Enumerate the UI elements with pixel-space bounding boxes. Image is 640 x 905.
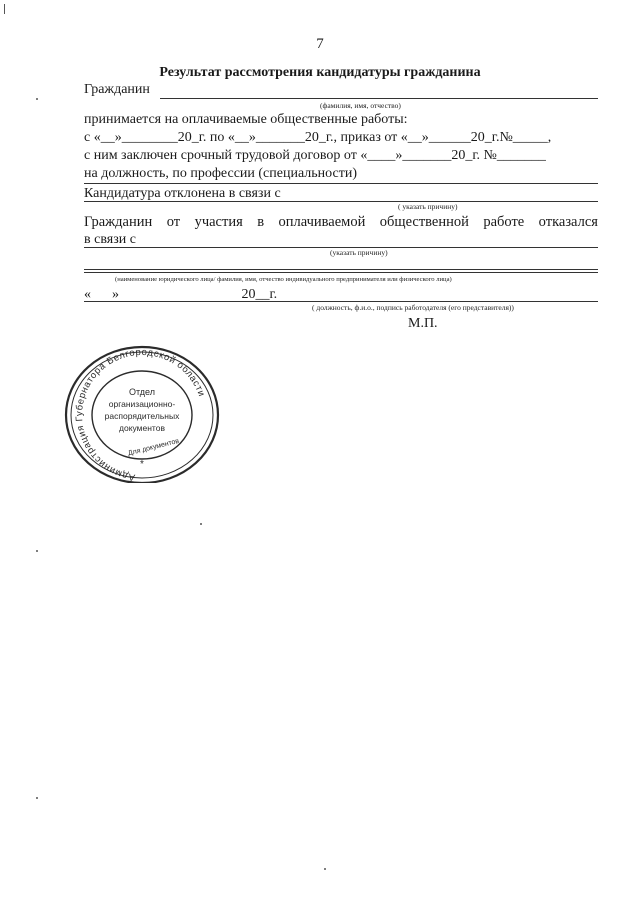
reason-caption-2: (указать причину) xyxy=(330,248,388,257)
rejected-line: Кандидатура отклонена в связи с xyxy=(84,186,281,201)
reason-caption-1: ( указать причину) xyxy=(398,202,458,211)
official-seal xyxy=(62,343,222,483)
fio-underline xyxy=(160,98,598,99)
seal-line-4: документов xyxy=(119,423,165,433)
document-heading: Результат рассмотрения кандидатуры гражданина xyxy=(159,65,481,80)
refused-word: отказался xyxy=(538,214,598,230)
scan-speck xyxy=(200,523,202,525)
accepted-line: принимается на оплачиваемые общественные работы: xyxy=(84,112,408,127)
scan-speck xyxy=(324,868,326,870)
scan-speck xyxy=(4,4,5,14)
refused-word: Гражданин xyxy=(84,214,153,230)
employer-caption: (наименование юридического лица/ фамилия, имя, отчество индивидуального предпринимателя или физического лица) xyxy=(115,276,452,283)
position-underline xyxy=(84,183,598,184)
rejected-underline xyxy=(84,201,598,202)
date-line: « » 20__г. xyxy=(84,287,278,302)
stamp-place-label: М.П. xyxy=(408,316,438,331)
seal-star-icon: * xyxy=(140,459,144,470)
seal-bottom-text: Для документов xyxy=(127,437,180,458)
seal-line-1: Отдел xyxy=(128,387,156,397)
refused-word: участия xyxy=(194,214,243,230)
refused-line xyxy=(84,214,598,231)
refused-word: общественной xyxy=(379,214,469,230)
fio-caption: (фамилия, имя, отчество) xyxy=(320,101,401,110)
scan-speck xyxy=(36,797,38,799)
position-line: на должность, по профессии (специальности) xyxy=(84,166,357,181)
refused-continuation: в связи с xyxy=(84,232,136,247)
page-number: 7 xyxy=(316,36,324,52)
seal-line-3: распорядительных xyxy=(104,411,180,421)
seal-ring-text: Администрация Губернатора Белгородской области xyxy=(74,346,208,483)
refused-word: оплачиваемой xyxy=(278,214,366,230)
scan-speck xyxy=(36,98,38,100)
refused-word: в xyxy=(257,214,265,230)
employer-line-b xyxy=(84,272,598,273)
refused-word: работе xyxy=(483,214,525,230)
refused-word: от xyxy=(166,214,181,230)
seal-line-2: организационно- xyxy=(108,399,176,409)
contract-line: с ним заключен срочный трудовой договор от «____»_______20_г. №_______ xyxy=(84,148,546,163)
scan-speck xyxy=(36,550,38,552)
date-underline xyxy=(84,301,598,302)
employer-line-a xyxy=(84,269,598,270)
signature-caption: ( должность, ф.и.о., подпись работодателя (его представителя)) xyxy=(312,303,514,312)
citizen-label: Гражданин xyxy=(84,82,150,97)
dates-line: с «__»________20_г. по «__»_______20_г., приказ от «__»______20_г.№_____, xyxy=(84,130,552,145)
